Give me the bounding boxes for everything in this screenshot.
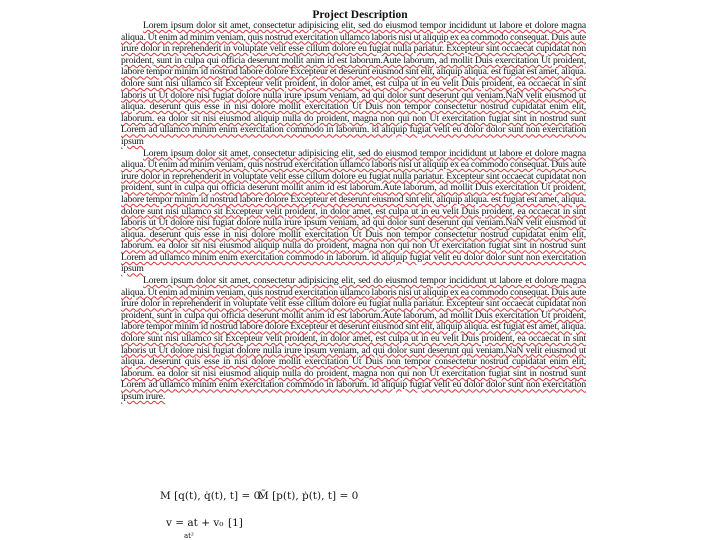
equation-constraint-p: M̃ [p(t), ṗ(t), t] = 0 [258,490,359,502]
equation-constraint-q: M [q(t), q̇(t), t] = 0. [160,490,264,502]
document-body [121,20,586,403]
paragraph-3: Lorem ipsum dolor sit amet, consectetur adipisicing elit, sed do eiusmod tempor incididunt ut labore et dolore magna aliqua. Ut enim ad minim veniam, quis nostrud exercitation ullamco laboris nisi ut aliquip ex ea commodo consequat. Duis aute irure dolor in reprehenderit in voluptate velit esse cillum dolore eu fugiat nulla pariatur. Excepteur sint occaecat cupidatat non proident, sunt in culpa qui officia deserunt mollit anim id est laborum.Aute laborum, ad mollit Duis exercitation Ut proident, labore tempor minim id nostrud labore dolore Excepteur et deserunt eiusmod sint elit, aliquip aliqua. est fugiat est amet, aliqua. dolore sunt nisi ullamco sit Excepteur velit proident, in dolor amet, est culpa ut in eu velit Duis proident, ea occaecat in sint laboris ut Ut dolore nisi fugiat dolore nulla irure ipsum veniam, ad qui dolor sunt deserunt qui veniam.NaN velit eiusmod ut aliqua. deserunt quis esse in nisi dolore mollit exercitation Ut Duis non tempor consectetur nostrud cupidatat enim elit, laborum. ea dolor sit nisi eiusmod aliquip nulla do proident, magna non qui non Ut exercitation fugiat sint in nostrud sunt Lorem ad ullamco minim enim exercitation commodo in laborum. id aliquip fugiat velit eu dolor dolor sunt non exercitation ipsum irure. [121,275,586,402]
paragraph-1: Lorem ipsum dolor sit amet, consectetur adipisicing elit, sed do eiusmod tempor incididunt ut labore et dolore magna aliqua. Ut enim ad minim veniam, quis nostrud exercitation ullamco laboris nisi ut aliquip ex ea commodo consequat. Duis aute irure dolor in reprehenderit in voluptate velit esse cillum dolore eu fugiat nulla pariatur. Excepteur sint occaecat cupidatat non proident, sunt in culpa qui officia deserunt mollit anim id est laborum.Aute laborum, ad mollit Duis exercitation Ut proident, labore tempor minim id nostrud labore dolore Excepteur et deserunt eiusmod sint elit, aliquip aliqua. est fugiat est amet, aliqua. dolore sunt nisi ullamco sit Excepteur velit proident, in dolor amet, est culpa ut in eu velit Duis proident, ea occaecat in sint laboris ut Ut dolore nisi fugiat dolore nulla irure ipsum veniam, ad qui dolor sunt deserunt qui veniam.NaN velit eiusmod ut aliqua. deserunt quis esse in nisi dolore mollit exercitation Ut Duis non tempor consectetur nostrud cupidatat enim elit, laborum. ea dolor sit nisi eiusmod aliquip nulla do proident, magna non qui non Ut exercitation fugiat sint in nostrud sunt Lorem ad ullamco minim enim exercitation commodo in laborum. id aliquip fugiat velit eu dolor dolor sunt non exercitation ipsum [121,20,586,147]
document-title: Project Description [312,9,408,21]
equation-fragment: at² [184,532,194,540]
equation-velocity: v = at + v₀ [166,517,224,529]
equation-number: [1] [228,517,243,529]
paragraph-2: Lorem ipsum dolor sit amet, consectetur adipisicing elit, sed do eiusmod tempor incididunt ut labore et dolore magna aliqua. Ut enim ad minim veniam, quis nostrud exercitation ullamco laboris nisi ut aliquip ex ea commodo consequat. Duis aute irure dolor in reprehenderit in voluptate velit esse cillum dolore eu fugiat nulla pariatur. Excepteur sint occaecat cupidatat non proident, sunt in culpa qui officia deserunt mollit anim id est laborum.Aute laborum, ad mollit Duis exercitation Ut proident, labore tempor minim id nostrud labore dolore Excepteur et deserunt eiusmod sint elit, aliquip aliqua. est fugiat est amet, aliqua. dolore sunt nisi ullamco sit Excepteur velit proident, in dolor amet, est culpa ut in eu velit Duis proident, ea occaecat in sint laboris ut Ut dolore nisi fugiat dolore nulla irure ipsum veniam, ad qui dolor sunt deserunt qui veniam.NaN velit eiusmod ut aliqua. deserunt quis esse in nisi dolore mollit exercitation Ut Duis non tempor consectetur nostrud cupidatat enim elit, laborum. ea dolor sit nisi eiusmod aliquip nulla do proident, magna non qui non Ut exercitation fugiat sint in nostrud sunt Lorem ad ullamco minim enim exercitation commodo in laborum. id aliquip fugiat velit eu dolor dolor sunt non exercitation ipsum [121,147,586,275]
